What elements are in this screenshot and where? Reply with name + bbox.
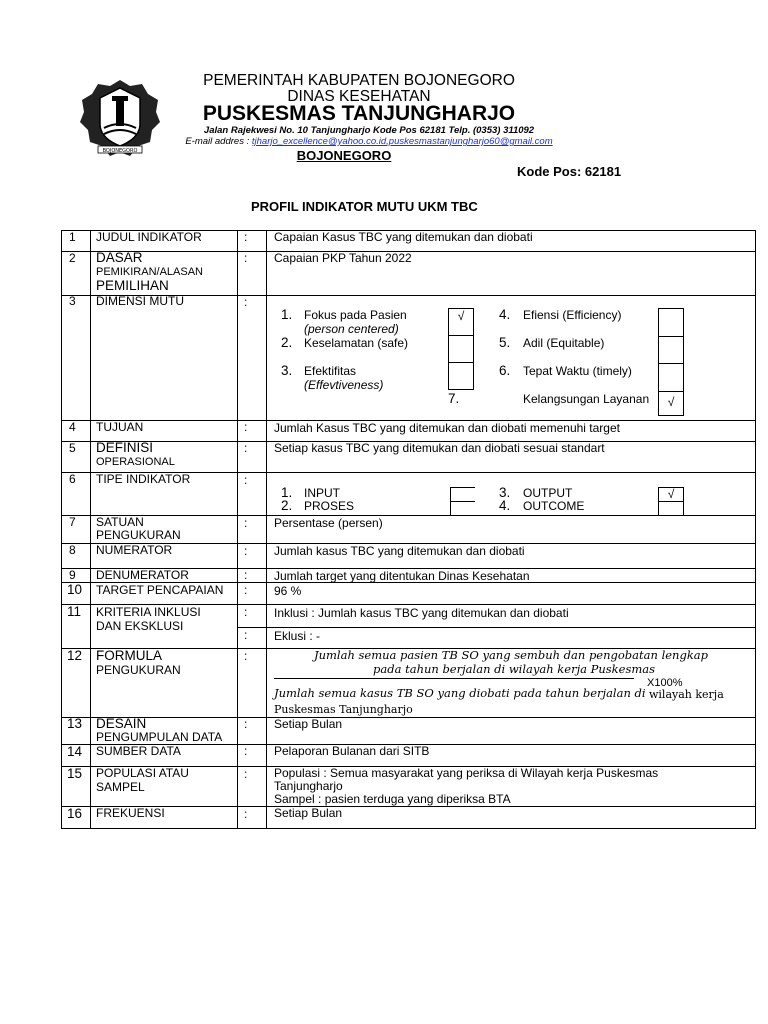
row-label: DASAR (96, 250, 143, 265)
row-label: DEFINISI (96, 440, 154, 455)
checkbox-outcome[interactable] (658, 501, 684, 516)
row-number: 12 (67, 648, 83, 663)
checkbox-equitable[interactable] (658, 336, 684, 364)
checkbox-efficiency[interactable] (658, 308, 684, 337)
row-number: 5 (69, 441, 76, 455)
type-item: OUTPUT (523, 486, 573, 500)
row-label: PENGUMPULAN DATA (96, 730, 223, 744)
dimension-item-sub: (Effevtiveness) (304, 378, 384, 392)
row-number: 9 (69, 568, 76, 582)
row-number: 14 (67, 744, 83, 759)
formula-denominator: Puskesmas Tanjungharjo (274, 703, 413, 716)
type-item: OUTCOME (523, 499, 585, 513)
checkbox-safe[interactable] (448, 335, 474, 363)
logo-text: BOJONEGORO (102, 148, 138, 154)
dimension-item: Fokus pada Pasien (304, 308, 407, 322)
row-number: 6 (69, 472, 76, 486)
colon: : (244, 568, 248, 582)
row-value: Jumlah kasus TBC yang ditemukan dan diobati (274, 544, 525, 558)
item-number: 4. (499, 498, 511, 513)
city-name: BOJONEGORO (296, 148, 392, 163)
row-number: 1 (69, 230, 76, 244)
item-number: 5. (499, 335, 511, 350)
colon: : (244, 420, 248, 434)
row-number: 11 (67, 604, 82, 619)
row-label: FREKUENSI (96, 806, 165, 820)
colon: : (244, 744, 248, 758)
puskesmas-name: PUSKESMAS TANJUNGHARJO (202, 102, 516, 125)
email-line (0, 136, 753, 147)
formula-multiplier: X100% (647, 677, 683, 689)
colon: : (244, 441, 248, 455)
address: Jalan Rajekwesi No. 10 Tanjungharjo Kode Pos 62181 Telp. (0353) 311092 (203, 125, 535, 136)
row-value: Persentase (persen) (274, 516, 383, 530)
row-label: FORMULA (96, 648, 163, 663)
row-number: 7 (69, 515, 76, 529)
checkbox-focus[interactable]: √ (448, 308, 474, 336)
row-number: 10 (67, 582, 83, 597)
dimension-item: Keselamatan (safe) (304, 336, 409, 350)
row-label: DAN EKSKLUSI (96, 619, 184, 633)
colon: : (244, 544, 248, 558)
row-label: SAMPEL (96, 780, 145, 794)
colon: : (244, 251, 248, 265)
checkbox-output[interactable]: √ (658, 487, 684, 502)
checkbox-continuity[interactable]: √ (658, 391, 684, 416)
row-value: Jumlah target yang ditentukan Dinas Kesehatan (274, 569, 530, 583)
row-number: 2 (69, 251, 76, 265)
row-value: Capaian PKP Tahun 2022 (274, 251, 412, 265)
row-label: TUJUAN (96, 420, 144, 434)
type-item: INPUT (304, 486, 340, 500)
row-label: PENGUKURAN (96, 528, 181, 542)
item-number: 7. (448, 391, 460, 406)
dimension-item-sub: (person centered) (304, 322, 399, 336)
postal-code: Kode Pos: 62181 (517, 164, 622, 179)
colon: : (244, 583, 248, 597)
row-label: TARGET PENCAPAIAN (96, 583, 224, 597)
dimension-item: Kelangsungan Layanan (523, 392, 650, 406)
row-label: SUMBER DATA (96, 744, 181, 758)
row-number: 4 (69, 420, 76, 434)
dimension-item: Efektifitas (304, 364, 357, 378)
row-value: Jumlah Kasus TBC yang ditemukan dan diobati memenuhi target (274, 421, 620, 435)
row-number: 3 (69, 294, 76, 308)
row-label: DIMENSI MUTU (96, 294, 184, 308)
row-value: Setiap Bulan (274, 806, 343, 820)
colon: : (244, 649, 248, 663)
row-label: DESAIN (96, 716, 147, 731)
item-number: 3. (499, 485, 511, 500)
row-value: Eklusi : - (274, 629, 321, 643)
row-label: POPULASI ATAU (96, 766, 189, 780)
colon: : (244, 516, 248, 530)
formula-numerator: pada tahun berjalan di wilayah kerja Puskesmas (373, 662, 656, 676)
formula-denominator: Jumlah semua kasus TB SO yang diobati pada tahun berjalan di (274, 686, 646, 700)
colon: : (244, 807, 248, 821)
row-label: KRITERIA INKLUSI (96, 605, 201, 619)
row-label: DENUMERATOR (96, 568, 189, 582)
row-value: 96 % (274, 584, 302, 598)
row-value: Capaian Kasus TBC yang ditemukan dan diobati (274, 230, 533, 244)
row-label: NUMERATOR (96, 543, 173, 557)
row-number: 16 (67, 806, 83, 821)
formula-numerator: Jumlah semua pasien TB SO yang sembuh dan pengobatan lengkap (314, 648, 709, 662)
row-label: PEMIKIRAN/ALASAN (96, 266, 203, 278)
item-number: 3. (281, 363, 293, 378)
email-label: E-mail addres : (185, 136, 252, 147)
government-name: PEMERINTAH KABUPATEN BOJONEGORO (203, 72, 515, 89)
colon: : (244, 628, 248, 642)
colon: : (244, 230, 248, 244)
row-value: Setiap Bulan (274, 717, 343, 731)
colon: : (244, 605, 248, 619)
row-label: JUDUL INDIKATOR (96, 230, 202, 244)
colon: : (244, 295, 248, 309)
item-number: 2. (281, 498, 293, 513)
colon: : (244, 473, 248, 487)
row-value: Populasi : Semua masyarakat yang periksa di Wilayah kerja Puskesmas (274, 766, 659, 780)
row-value: Pelaporan Bulanan dari SITB (274, 744, 430, 758)
row-label: TIPE INDIKATOR (96, 472, 191, 486)
row-number: 15 (67, 766, 83, 781)
item-number: 1. (281, 307, 293, 322)
item-number: 4. (499, 307, 511, 322)
checkbox-effective[interactable] (448, 362, 474, 390)
indicator-table (61, 230, 756, 829)
row-number: 13 (67, 716, 83, 731)
checkbox-timely[interactable] (658, 363, 684, 392)
dimension-item: Efiensi (Efficiency) (523, 308, 622, 322)
item-number: 1. (281, 485, 293, 500)
row-label: PENGUKURAN (96, 663, 181, 677)
colon: : (244, 717, 248, 731)
type-item: PROSES (304, 499, 355, 513)
row-value: Sampel : pasien terduga yang diperiksa BTA (274, 792, 511, 806)
row-number: 8 (69, 543, 76, 557)
department-name: DINAS KESEHATAN (287, 88, 431, 105)
row-label: SATUAN (96, 515, 144, 529)
email-link[interactable]: tjharjo_excellence@yahoo.co.id,puskesmastanjungharjo60@gmail.com (251, 136, 553, 147)
formula-denominator: wilayah kerja (649, 688, 724, 701)
colon: : (244, 767, 248, 781)
dimension-item: Adil (Equitable) (523, 336, 605, 350)
row-value: Setiap kasus TBC yang ditemukan dan diobati sesuai standart (274, 441, 605, 455)
row-label: PEMILIHAN (96, 278, 169, 293)
document-title: PROFIL INDIKATOR MUTU UKM TBC (251, 199, 478, 214)
row-value: Inklusi : Jumlah kasus TBC yang ditemukan dan diobati (274, 606, 569, 620)
row-value: Tanjungharjo (274, 779, 343, 793)
dimension-item: Tepat Waktu (timely) (523, 364, 632, 378)
item-number: 6. (499, 363, 511, 378)
row-label: OPERASIONAL (96, 456, 175, 468)
item-number: 2. (281, 335, 293, 350)
